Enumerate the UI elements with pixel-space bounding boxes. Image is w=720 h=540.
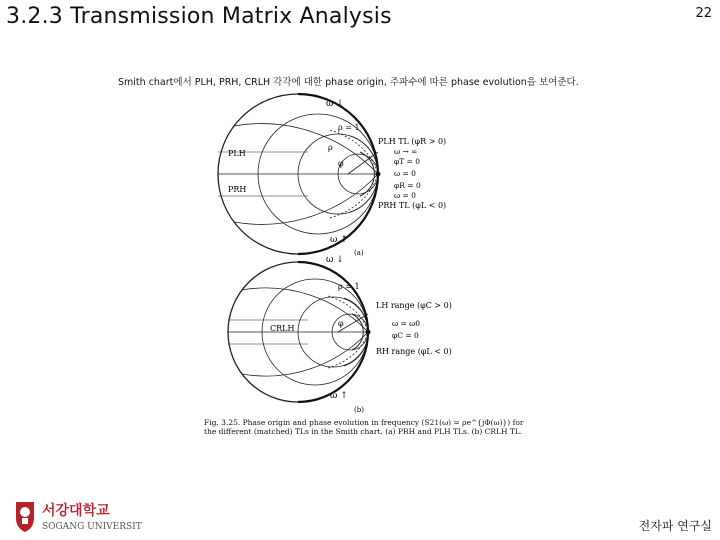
rho-label-a: ρ = 1 bbox=[338, 123, 360, 132]
omega-bottom-a: ω ↑ bbox=[330, 235, 348, 245]
crlh-label: CRLH bbox=[270, 324, 295, 333]
omega0-label: ω = ω0 bbox=[392, 319, 421, 328]
omega-0a-label: ω = 0 bbox=[394, 169, 416, 178]
rh-range-label: RH range (φL < 0) bbox=[376, 347, 452, 356]
shield-emblem-icon bbox=[16, 502, 34, 532]
smith-chart-figure bbox=[198, 92, 528, 442]
phi-inner-b: φ bbox=[338, 319, 344, 328]
rho-inner-a: ρ bbox=[328, 143, 333, 152]
sub-label-a: (a) bbox=[354, 249, 364, 257]
omega-top-b: ω ↓ bbox=[326, 255, 344, 265]
university-logo bbox=[12, 498, 142, 534]
plh-label: PLH bbox=[228, 149, 246, 158]
omega-inf-label: ω → ∞ bbox=[394, 147, 418, 156]
figure-caption: Fig. 3.25. Phase origin and phase evolution in frequency (S21(ω) = ρe^{jΦ(ω)}) for the different (matched) TLs in the Smith chart. (a) PRH and PLH TLs. (b) CRLH TL. bbox=[204, 418, 524, 436]
omega-bottom-b: ω ↑ bbox=[330, 391, 348, 401]
phi-c0-label: φC = 0 bbox=[392, 331, 419, 340]
prh-label: PRH bbox=[228, 185, 247, 194]
phi-inner-a: φ bbox=[338, 159, 344, 168]
omega-0b-label: ω = 0 bbox=[394, 191, 416, 200]
page-number: 22 bbox=[695, 6, 712, 21]
plh-tl-label: PLH TL (φR > 0) bbox=[378, 137, 447, 146]
phi-r0-label: φR = 0 bbox=[394, 181, 421, 190]
slide-subtitle: Smith chart에서 PLH, PRH, CRLH 각각에 대한 phase origin, 주파수에 따른 phase evolution을 보여준다. bbox=[118, 77, 579, 88]
logo-korean: 서강대학교 bbox=[42, 503, 110, 519]
phi-t0-label: φT = 0 bbox=[394, 157, 421, 166]
footer-lab: 전자파 연구실 bbox=[638, 519, 712, 533]
prh-tl-label: PRH TL (φL < 0) bbox=[378, 201, 447, 210]
omega-top-a: ω ↓ bbox=[326, 99, 344, 109]
rho-label-b: ρ = 1 bbox=[338, 282, 360, 291]
logo-english: SOGANG UNIVERSITY bbox=[42, 522, 142, 532]
slide-title: 3.2.3 Transmission Matrix Analysis bbox=[6, 4, 392, 29]
sub-label-b: (b) bbox=[354, 406, 364, 414]
lh-range-label: LH range (φC > 0) bbox=[376, 301, 452, 310]
